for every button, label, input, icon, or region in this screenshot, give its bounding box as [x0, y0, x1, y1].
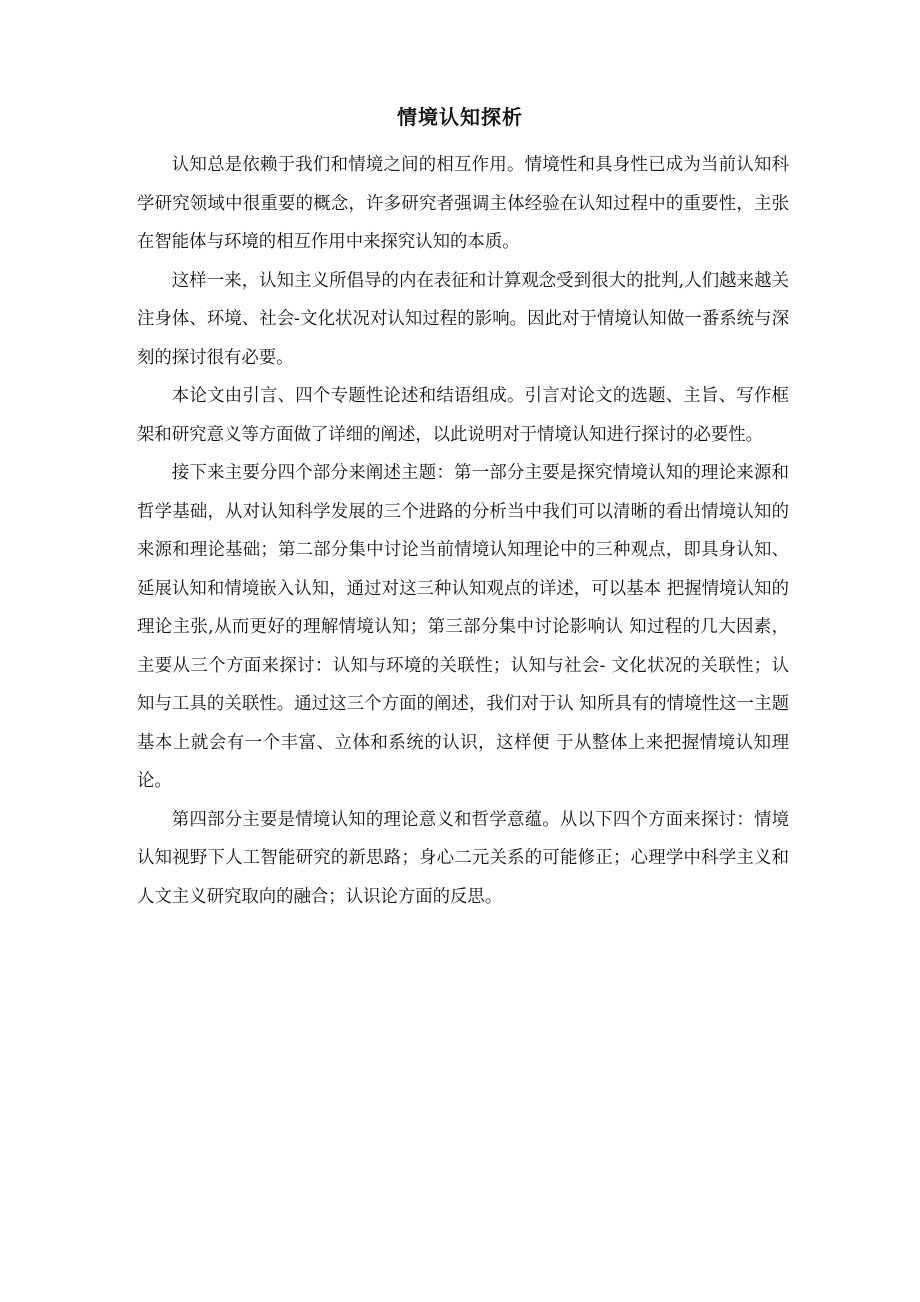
paragraph-5: 第四部分主要是情境认知的理论意义和哲学意蕴。从以下四个方面来探讨：情境认知视野下人工智能研究的新思路；身心二元关系的可能修正；心理学中科学主义和人文主义研究取向的融合；认识论方面的反思。: [137, 809, 789, 907]
document-title: 情境认知探析: [397, 105, 523, 129]
paragraph-1: 认知总是依赖于我们和情境之间的相互作用。情境性和具身性已成为当前认知科学研究领域中很重要的概念，许多研究者强调主体经验在认知过程中的重要性，主张在智能体与环境的相互作用中来探究认知的本质。: [137, 155, 789, 252]
paragraph-2: 这样一来，认知主义所倡导的内在表征和计算观念受到很大的批判,人们越来越关注身体、环境、社会-文化状况对认知过程的影响。因此对于情境认知做一番系统与深刻的探讨很有必要。: [137, 270, 789, 368]
paragraph-4: 接下来主要分四个部分来阐述主题：第一部分主要是探究情境认知的理论来源和哲学基础，从对认知科学发展的三个进路的分析当中我们可以清晰的看出情境认知的来源和理论基础；第二部分集中讨论当前情境认知理论中的三种观点，即具身认知、延展认知和情境嵌入认知，通过对这三种认知观点的详述，可以基本 把握情境认知的理论主张,从而更好的理解情境认知；第三部分集中讨论影响认 知过程的几大因素，主要从三个方面来探讨：认知与环境的关联性；认知与社会- 文化状况的关联性；认知与工具的关联性。通过这三个方面的阐述，我们对于认 知所具有的情境性这一主题基本上就会有一个丰富、立体和系统的认识，这样便 于从整体上来把握情境认知理论。: [137, 463, 789, 791]
paragraph-3: 本论文由引言、四个专题性论述和结语组成。引言对论文的选题、主旨、写作框架和研究意义等方面做了详细的阐述，以此说明对于情境认知进行探讨的必要性。: [137, 386, 789, 445]
document-body: [137, 146, 789, 916]
